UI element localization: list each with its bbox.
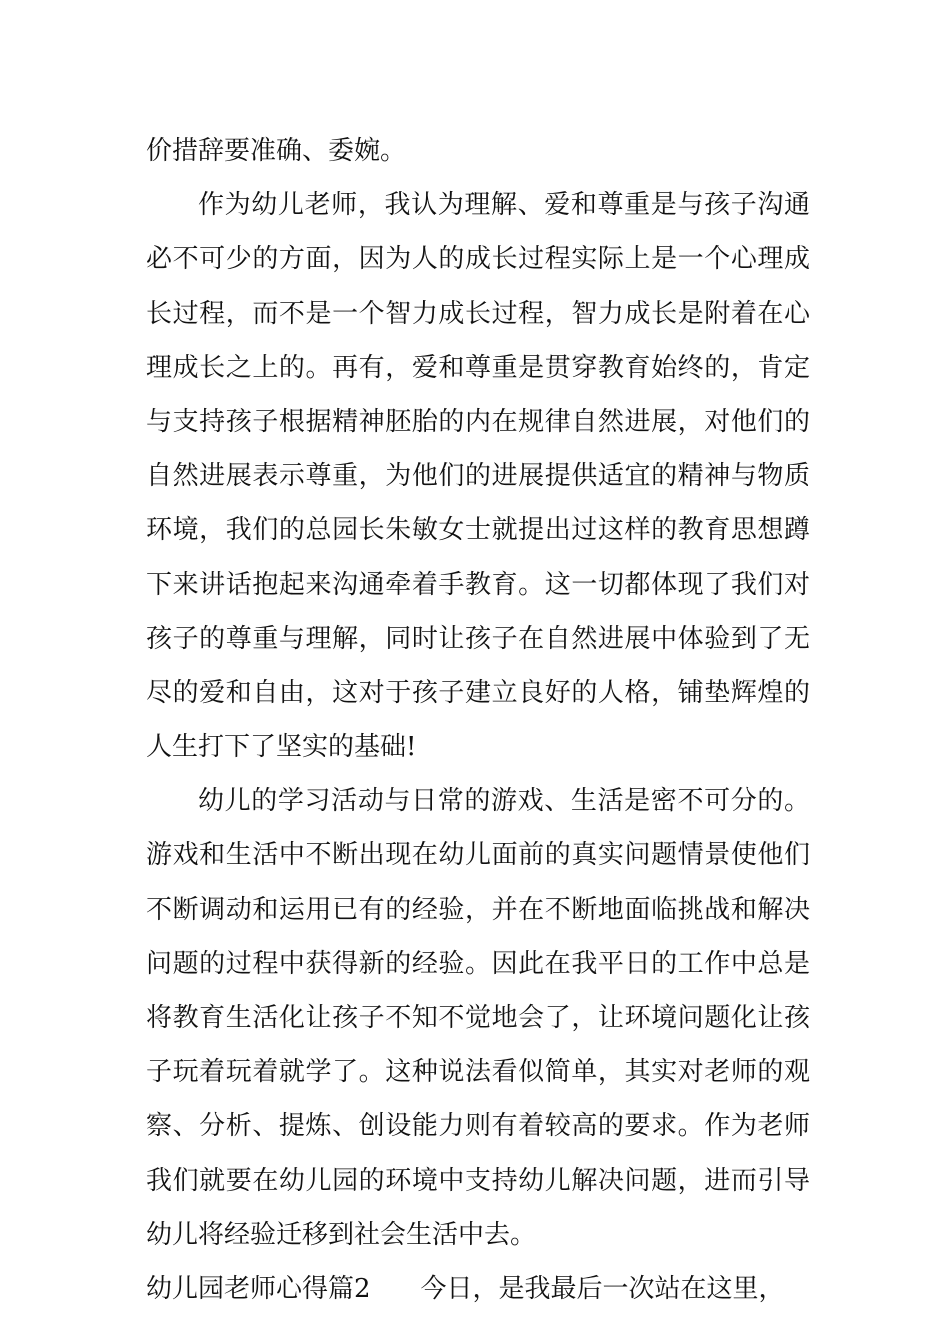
text-line: 价措辞要准确、委婉。 — [146, 136, 407, 166]
text-line: 察、分析、提炼、创设能力则有着较高的要求。作为老师 — [146, 1111, 810, 1142]
text-line: 下来讲话抱起来沟通牵着手教育。这一切都体现了我们对 — [146, 569, 810, 600]
text-line: 长过程，而不是一个智力成长过程，智力成长是附着在心 — [146, 298, 810, 329]
text-line: 不断调动和运用已有的经验，并在不断地面临挑战和解决 — [146, 894, 810, 925]
text-line: 将教育生活化让孩子不知不觉地会了，让环境问题化让孩 — [146, 1003, 810, 1033]
paragraph-start-line: 作为幼儿老师，我认为理解、爱和尊重是与孩子沟通 — [198, 190, 810, 221]
paragraph-end-line: 人生打下了坚实的基础! — [146, 732, 417, 763]
text-line: 环境，我们的总园长朱敏女士就提出过这样的教育思想蹲 — [146, 515, 810, 546]
text-line: 子玩着玩着就学了。这种说法看似简单，其实对老师的观 — [146, 1057, 810, 1088]
paragraph-end-line: 幼儿将经验迁移到社会生活中去。 — [146, 1219, 537, 1250]
paragraph-start-line: 幼儿的学习活动与日常的游戏、生活是密不可分的。 — [198, 786, 810, 817]
text-line: 游戏和生活中不断出现在幼儿面前的真实问题情景使他们 — [146, 840, 810, 871]
text-line: 问题的过程中获得新的经验。因此在我平日的工作中总是 — [146, 948, 810, 979]
text-line: 必不可少的方面，因为人的成长过程实际上是一个心理成 — [146, 244, 810, 275]
section-heading-row — [146, 1262, 810, 1316]
text-line: 自然进展表示尊重，为他们的进展提供适宜的精神与物质 — [146, 461, 810, 492]
text-line: 尽的爱和自由，这对于孩子建立良好的人格，铺垫辉煌的 — [146, 677, 810, 708]
text-line: 孩子的尊重与理解，同时让孩子在自然进展中体验到了无 — [146, 623, 810, 654]
text-line: 理成长之上的。再有，爱和尊重是贯穿教育始终的，肯定 — [146, 352, 810, 383]
text-line: 我们就要在幼儿园的环境中支持幼儿解决问题，进而引导 — [146, 1165, 810, 1196]
section-first-line: 今日，是我最后一次站在这里， — [420, 1273, 785, 1304]
document-page — [146, 124, 810, 1316]
section-heading: 幼儿园老师心得篇2 — [146, 1273, 371, 1304]
text-line: 与支持孩子根据精神胚胎的内在规律自然进展，对他们的 — [146, 406, 810, 437]
